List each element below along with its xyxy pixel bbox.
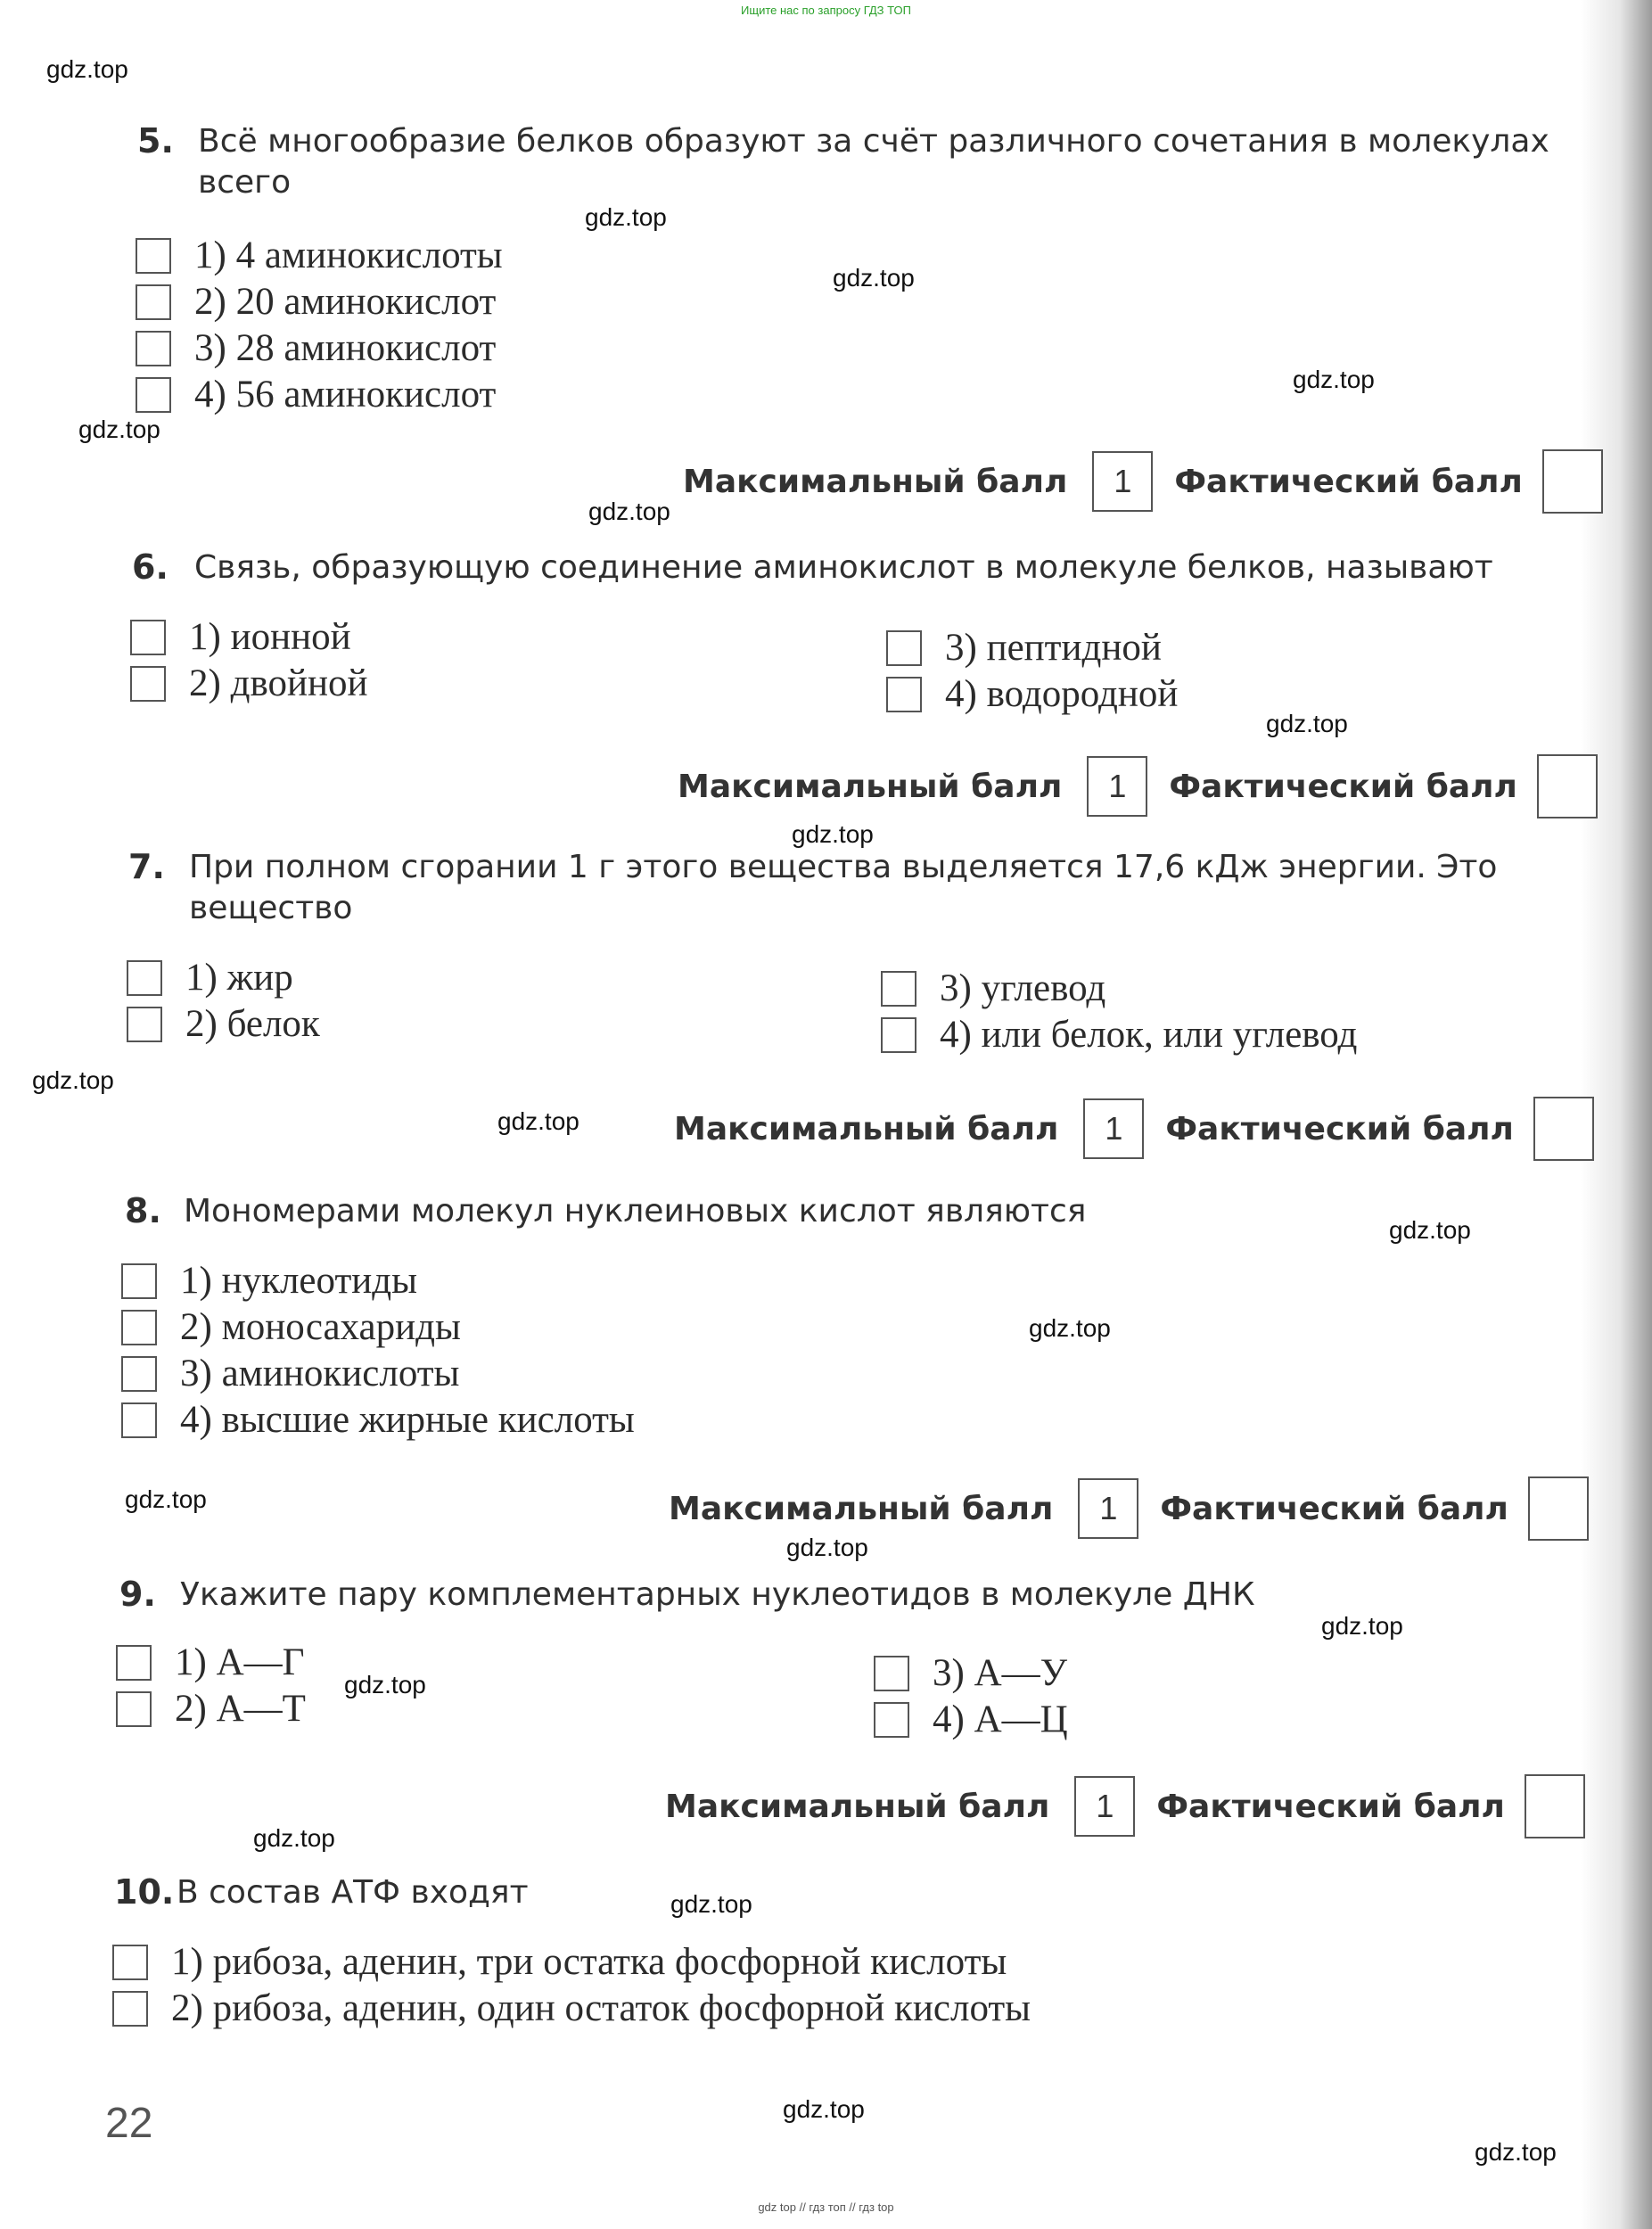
answer-option[interactable]: 4) высшие жирные кислоты bbox=[121, 1398, 635, 1442]
max-score-value: 1 bbox=[1074, 1776, 1135, 1837]
answer-option[interactable]: 4) 56 аминокислот bbox=[136, 373, 496, 416]
question-number: 9. bbox=[119, 1575, 156, 1614]
actual-score-label: Фактический балл bbox=[1160, 1490, 1508, 1527]
watermark: gdz.top bbox=[46, 55, 128, 83]
answer-checkbox[interactable] bbox=[121, 1356, 157, 1392]
question-text: При полном сгорании 1 г этого вещества выделяется 17,6 кДж энергии. Это вещество bbox=[189, 849, 1498, 926]
answer-checkbox[interactable] bbox=[112, 1991, 148, 2027]
answer-option[interactable]: 1) жир bbox=[127, 956, 293, 999]
answer-option[interactable]: 1) нуклеотиды bbox=[121, 1259, 417, 1303]
question-text: Мономерами молекул нуклеиновых кислот являются bbox=[184, 1193, 1087, 1230]
watermark: gdz.top bbox=[588, 498, 670, 525]
max-score-value: 1 bbox=[1087, 756, 1147, 817]
answer-checkbox[interactable] bbox=[886, 630, 922, 666]
question-text: В состав АТФ входят bbox=[177, 1874, 529, 1911]
watermark: gdz.top bbox=[32, 1066, 114, 1094]
max-score-label: Максимальный балл bbox=[674, 1110, 1059, 1147]
watermark: gdz.top bbox=[125, 1485, 207, 1513]
score-row bbox=[669, 1476, 1589, 1541]
answer-checkbox[interactable] bbox=[130, 666, 166, 702]
question-number: 10. bbox=[114, 1872, 175, 1912]
watermark: gdz.top bbox=[1029, 1314, 1111, 1342]
watermark: gdz.top bbox=[792, 820, 874, 848]
answer-checkbox[interactable] bbox=[121, 1402, 157, 1438]
page-number: 22 bbox=[105, 2100, 153, 2147]
actual-score-box[interactable] bbox=[1525, 1774, 1585, 1838]
answer-option[interactable]: 3) углевод bbox=[881, 966, 1105, 1010]
actual-score-label: Фактический балл bbox=[1174, 463, 1523, 500]
answer-checkbox[interactable] bbox=[127, 1007, 162, 1042]
watermark: gdz.top bbox=[1475, 2138, 1557, 2166]
answer-option[interactable]: 4) или белок, или углевод bbox=[881, 1013, 1357, 1057]
watermark: gdz.top bbox=[783, 2095, 865, 2123]
answer-option[interactable]: 3) А—У bbox=[874, 1651, 1067, 1695]
score-row bbox=[678, 754, 1598, 818]
answer-option[interactable]: 2) моносахариды bbox=[121, 1305, 461, 1349]
answer-checkbox[interactable] bbox=[136, 284, 171, 320]
answer-checkbox[interactable] bbox=[116, 1691, 152, 1727]
answer-option[interactable]: 1) рибоза, аденин, три остатка фосфорной кислоты bbox=[112, 1940, 1007, 1984]
question-text: Всё многообразие белков образуют за счёт различного сочетания в молекулах всего bbox=[198, 123, 1549, 201]
answer-option[interactable]: 3) аминокислоты bbox=[121, 1352, 459, 1395]
max-score-value: 1 bbox=[1078, 1478, 1138, 1539]
answer-checkbox[interactable] bbox=[886, 677, 922, 712]
answer-checkbox[interactable] bbox=[130, 620, 166, 655]
answer-checkbox[interactable] bbox=[881, 1017, 916, 1053]
score-row bbox=[683, 449, 1603, 514]
answer-option[interactable]: 1) 4 аминокислоты bbox=[136, 234, 503, 277]
answer-option[interactable]: 3) 28 аминокислот bbox=[136, 326, 496, 370]
max-score-value: 1 bbox=[1092, 451, 1153, 512]
answer-option[interactable]: 3) пептидной bbox=[886, 626, 1162, 670]
answer-option[interactable]: 4) А—Ц bbox=[874, 1698, 1068, 1741]
watermark: gdz.top bbox=[670, 1890, 752, 1918]
answer-option[interactable]: 2) рибоза, аденин, один остаток фосфорной кислоты bbox=[112, 1986, 1031, 2030]
answer-option[interactable]: 2) А—Т bbox=[116, 1687, 306, 1731]
answer-checkbox[interactable] bbox=[136, 377, 171, 413]
answer-option[interactable]: 2) белок bbox=[127, 1002, 320, 1046]
answer-checkbox[interactable] bbox=[874, 1702, 909, 1738]
question-text: Связь, образующую соединение аминокислот в молекуле белков, называют bbox=[194, 549, 1493, 586]
score-row bbox=[665, 1774, 1585, 1838]
answer-option[interactable]: 1) ионной bbox=[130, 615, 351, 659]
watermark: gdz.top bbox=[786, 1534, 868, 1561]
max-score-label: Максимальный балл bbox=[665, 1788, 1050, 1825]
question-number: 5. bbox=[137, 121, 174, 160]
answer-checkbox[interactable] bbox=[112, 1945, 148, 1980]
watermark: gdz.top bbox=[1266, 710, 1348, 737]
actual-score-label: Фактический балл bbox=[1156, 1788, 1505, 1825]
watermark: gdz.top bbox=[497, 1107, 579, 1135]
question-number: 6. bbox=[132, 547, 168, 587]
answer-option[interactable]: 1) А—Г bbox=[116, 1641, 304, 1684]
answer-checkbox[interactable] bbox=[121, 1310, 157, 1345]
footer-note: gdz top // гдз топ // гдз top bbox=[758, 2200, 894, 2214]
actual-score-box[interactable] bbox=[1537, 754, 1598, 818]
answer-checkbox[interactable] bbox=[881, 971, 916, 1007]
max-score-value: 1 bbox=[1083, 1098, 1144, 1159]
answer-option[interactable]: 4) водородной bbox=[886, 672, 1178, 716]
watermark: gdz.top bbox=[1293, 366, 1375, 393]
answer-option[interactable]: 2) 20 аминокислот bbox=[136, 280, 496, 324]
max-score-label: Максимальный балл bbox=[683, 463, 1068, 500]
question-number: 7. bbox=[128, 847, 165, 886]
watermark: gdz.top bbox=[78, 415, 160, 443]
watermark: gdz.top bbox=[1321, 1612, 1403, 1640]
score-row bbox=[674, 1097, 1594, 1161]
watermark: gdz.top bbox=[1389, 1216, 1471, 1244]
max-score-label: Максимальный балл bbox=[678, 768, 1063, 805]
question-text: Укажите пару комплементарных нуклеотидов в молекуле ДНК bbox=[180, 1576, 1255, 1613]
max-score-label: Максимальный балл bbox=[669, 1490, 1054, 1527]
answer-checkbox[interactable] bbox=[136, 238, 171, 274]
actual-score-box[interactable] bbox=[1542, 449, 1603, 514]
answer-option[interactable]: 2) двойной bbox=[130, 662, 368, 705]
watermark: gdz.top bbox=[585, 203, 667, 231]
answer-checkbox[interactable] bbox=[136, 331, 171, 366]
answer-checkbox[interactable] bbox=[116, 1645, 152, 1681]
actual-score-label: Фактический балл bbox=[1165, 1110, 1514, 1147]
watermark: gdz.top bbox=[344, 1671, 426, 1698]
actual-score-label: Фактический балл bbox=[1169, 768, 1517, 805]
watermark: gdz.top bbox=[253, 1824, 335, 1852]
header-note: Ищите нас по запросу ГДЗ ТОП bbox=[741, 4, 911, 17]
actual-score-box[interactable] bbox=[1533, 1097, 1594, 1161]
question-number: 8. bbox=[125, 1191, 161, 1230]
answer-checkbox[interactable] bbox=[121, 1263, 157, 1299]
answer-checkbox[interactable] bbox=[127, 960, 162, 996]
actual-score-box[interactable] bbox=[1528, 1476, 1589, 1541]
watermark: gdz.top bbox=[833, 264, 915, 292]
answer-checkbox[interactable] bbox=[874, 1656, 909, 1691]
